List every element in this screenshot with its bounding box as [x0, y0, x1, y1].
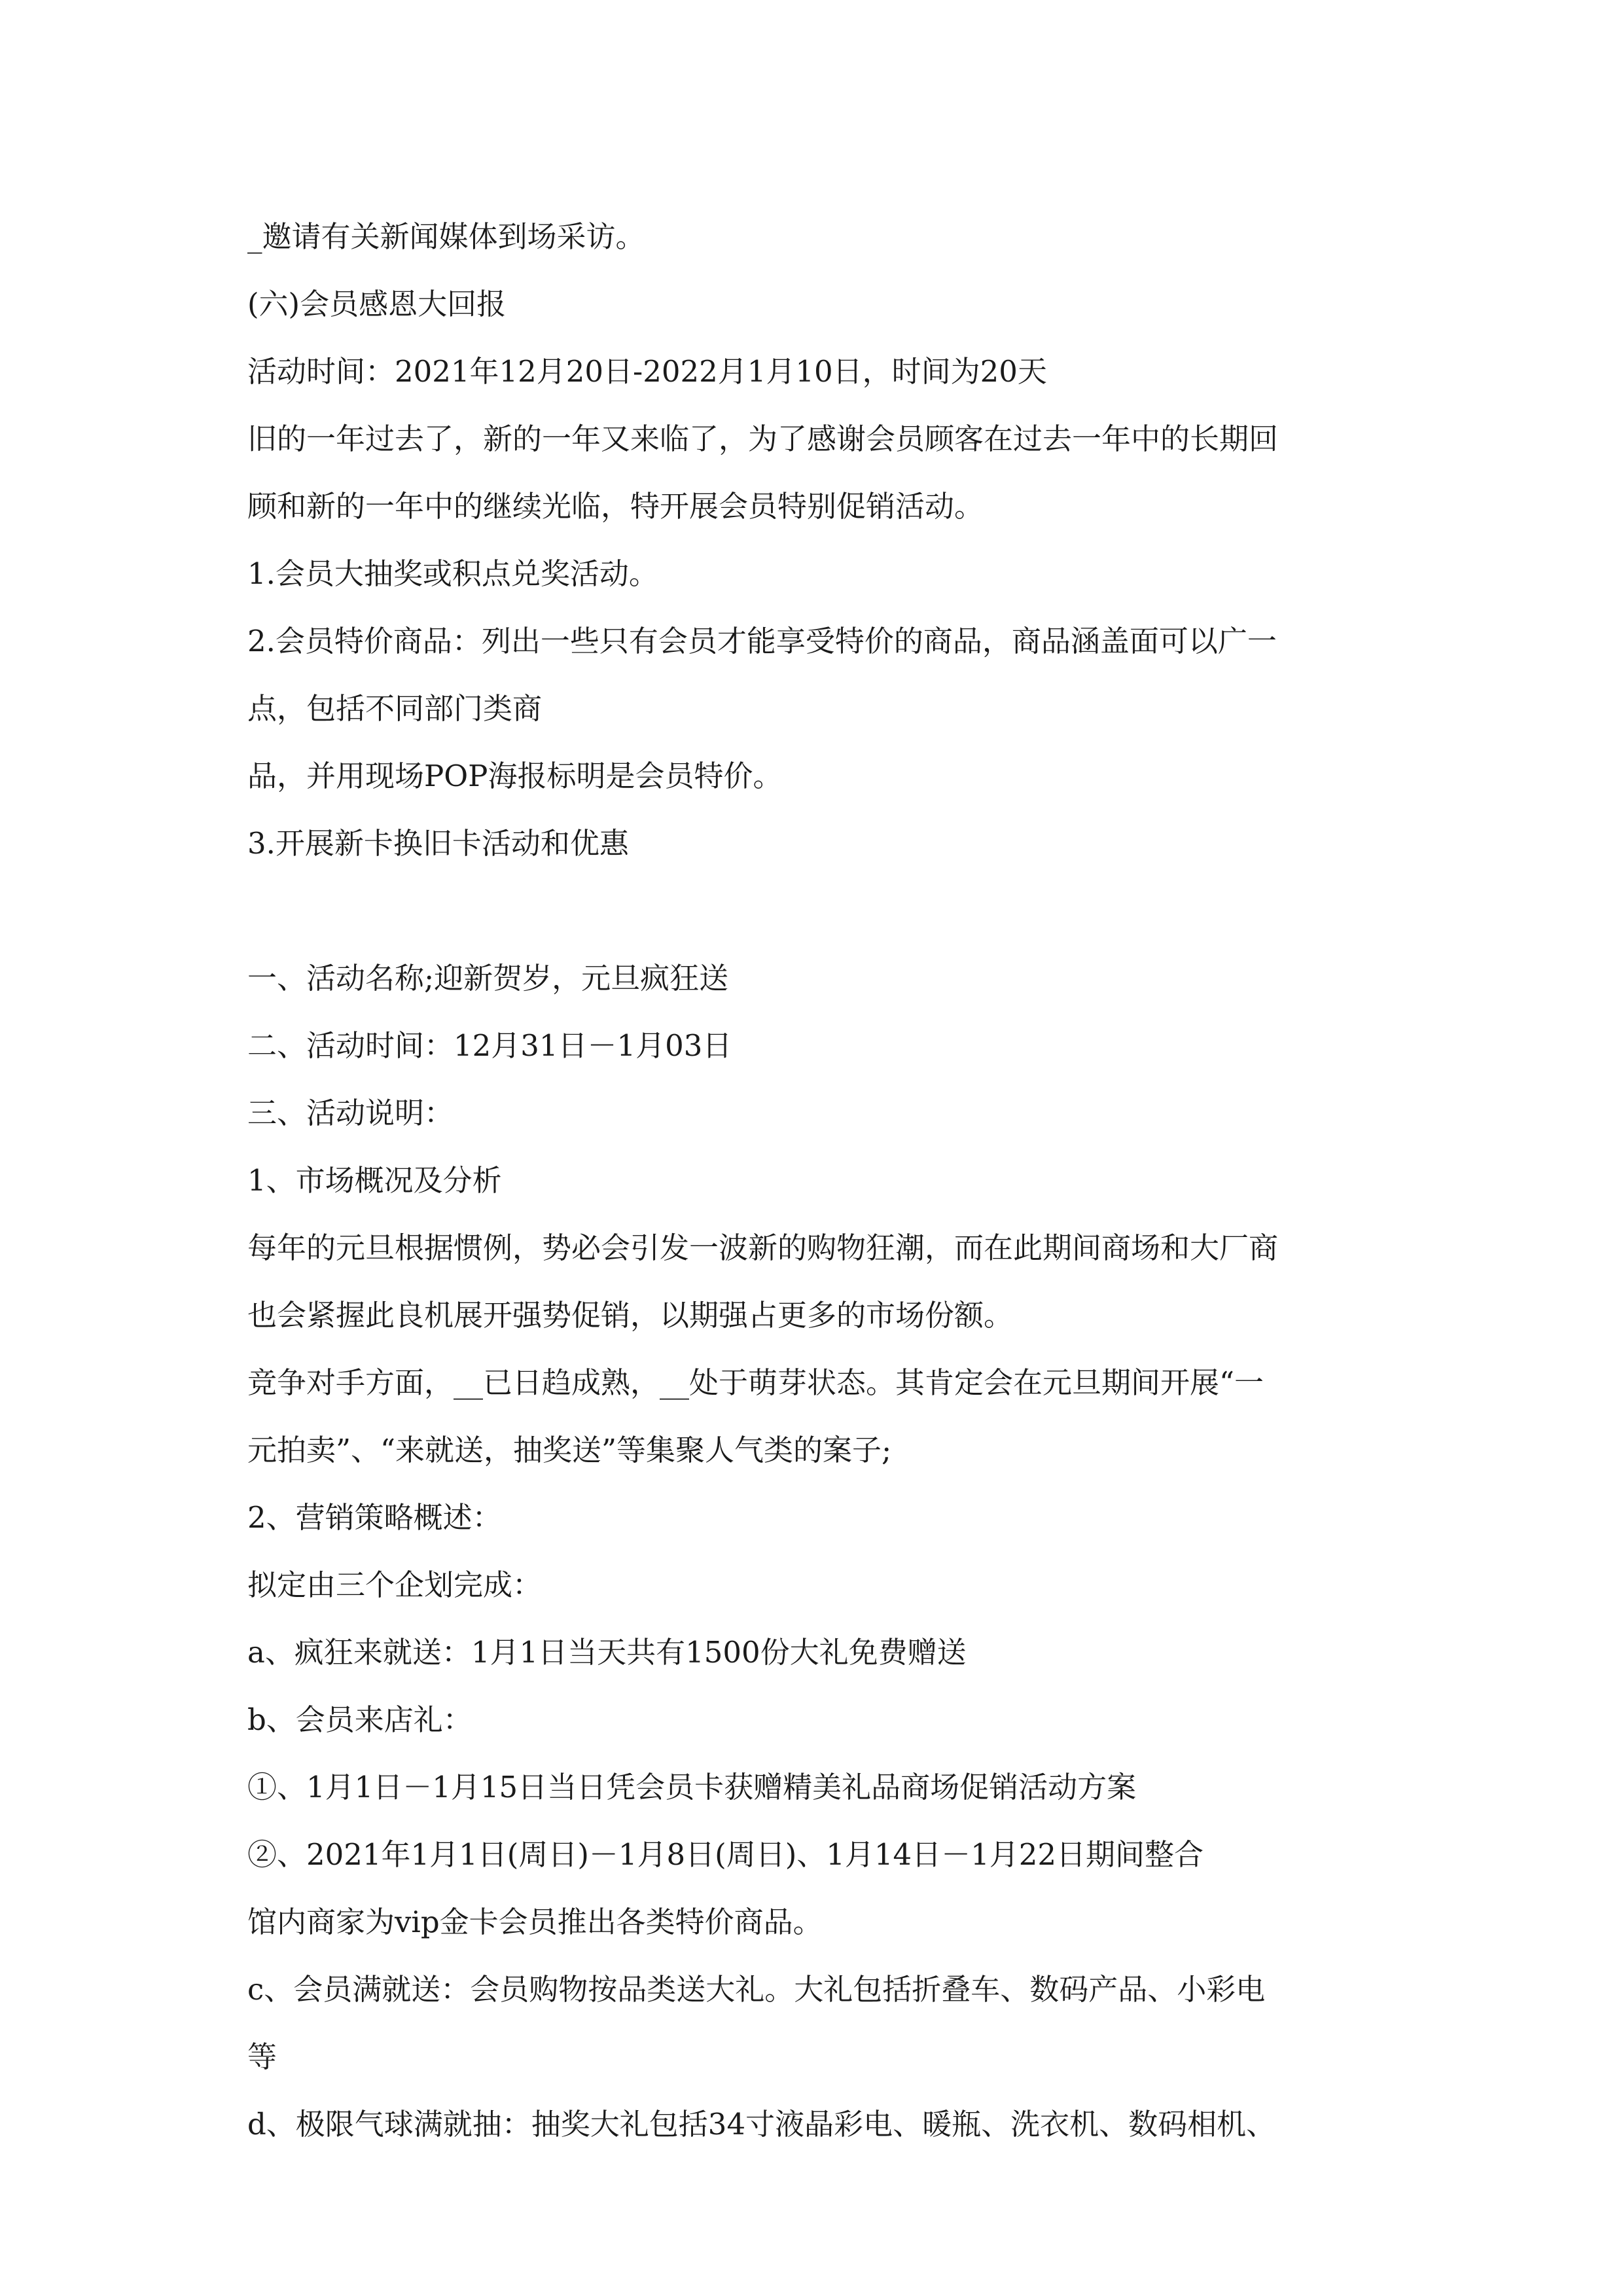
section-heading: 三、活动说明： — [247, 1096, 454, 1130]
text-line: 馆内商家为vip金卡会员推出各类特价商品。 — [247, 1905, 823, 1939]
blank-line — [247, 877, 1425, 944]
text-line: 1.会员大抽奖或积点兑奖活动。 — [247, 556, 658, 591]
text-line: 也会紧握此良机展开强势促销，以期强占更多的市场份额。 — [247, 1298, 1014, 1333]
text-line: 旧的一年过去了，新的一年又来临了，为了感谢会员顾客在过去一年中的长期回 — [247, 422, 1279, 456]
text-line: 2.会员特价商品：列出一些只有会员才能享受特价的商品，商品涵盖面可以广一 — [247, 624, 1277, 658]
list-item: ①、1月1日－1月15日当日凭会员卡获赠精美礼品商场促销活动方案 — [247, 1770, 1137, 1804]
list-item: ②、2021年1月1日(周日)－1月8日(周日)、1月14日－1月22日期间整合 — [247, 1837, 1204, 1872]
section-heading: (六)会员感恩大回报 — [247, 287, 507, 321]
text-line: 顾和新的一年中的继续光临，特开展会员特别促销活动。 — [247, 489, 984, 524]
list-item: a、疯狂来就送：1月1日当天共有1500份大礼免费赠送 — [247, 1635, 967, 1670]
section-heading: 一、活动名称;迎新贺岁，元旦疯狂送 — [247, 961, 729, 996]
text-line: 竞争对手方面，__已日趋成熟，__处于萌芽状态。其肯定会在元旦期间开展“一 — [247, 1365, 1264, 1400]
document-body — [247, 203, 1425, 2158]
list-item: b、会员来店礼： — [247, 1702, 473, 1737]
text-line: 元拍卖”、“来就送，抽奖送”等集聚人气类的案子; — [247, 1433, 892, 1467]
text-line: 点，包括不同部门类商 — [247, 691, 543, 726]
text-line: 3.开展新卡换旧卡活动和优惠 — [247, 826, 629, 861]
text-line: 拟定由三个企划完成： — [247, 1568, 543, 1602]
text-line: 品，并用现场POP海报标明是会员特价。 — [247, 759, 783, 793]
text-line: 等 — [247, 2039, 277, 2074]
text-line: 活动时间：2021年12月20日-2022月1月10日，时间为20天 — [247, 354, 1047, 389]
subsection-heading: 2、营销策略概述： — [247, 1500, 502, 1535]
text-line: _邀请有关新闻媒体到场采访。 — [247, 219, 645, 254]
subsection-heading: 1、市场概况及分析 — [247, 1163, 502, 1198]
list-item: c、会员满就送：会员购物按品类送大礼。大礼包括折叠车、数码产品、小彩电 — [247, 1972, 1266, 2007]
section-heading: 二、活动时间：12月31日－1月03日 — [247, 1028, 732, 1063]
text-line: 每年的元旦根据惯例，势必会引发一波新的购物狂潮，而在此期间商场和大厂商 — [247, 1230, 1279, 1265]
list-item: d、极限气球满就抽：抽奖大礼包括34寸液晶彩电、暖瓶、洗衣机、数码相机、 — [247, 2107, 1276, 2142]
